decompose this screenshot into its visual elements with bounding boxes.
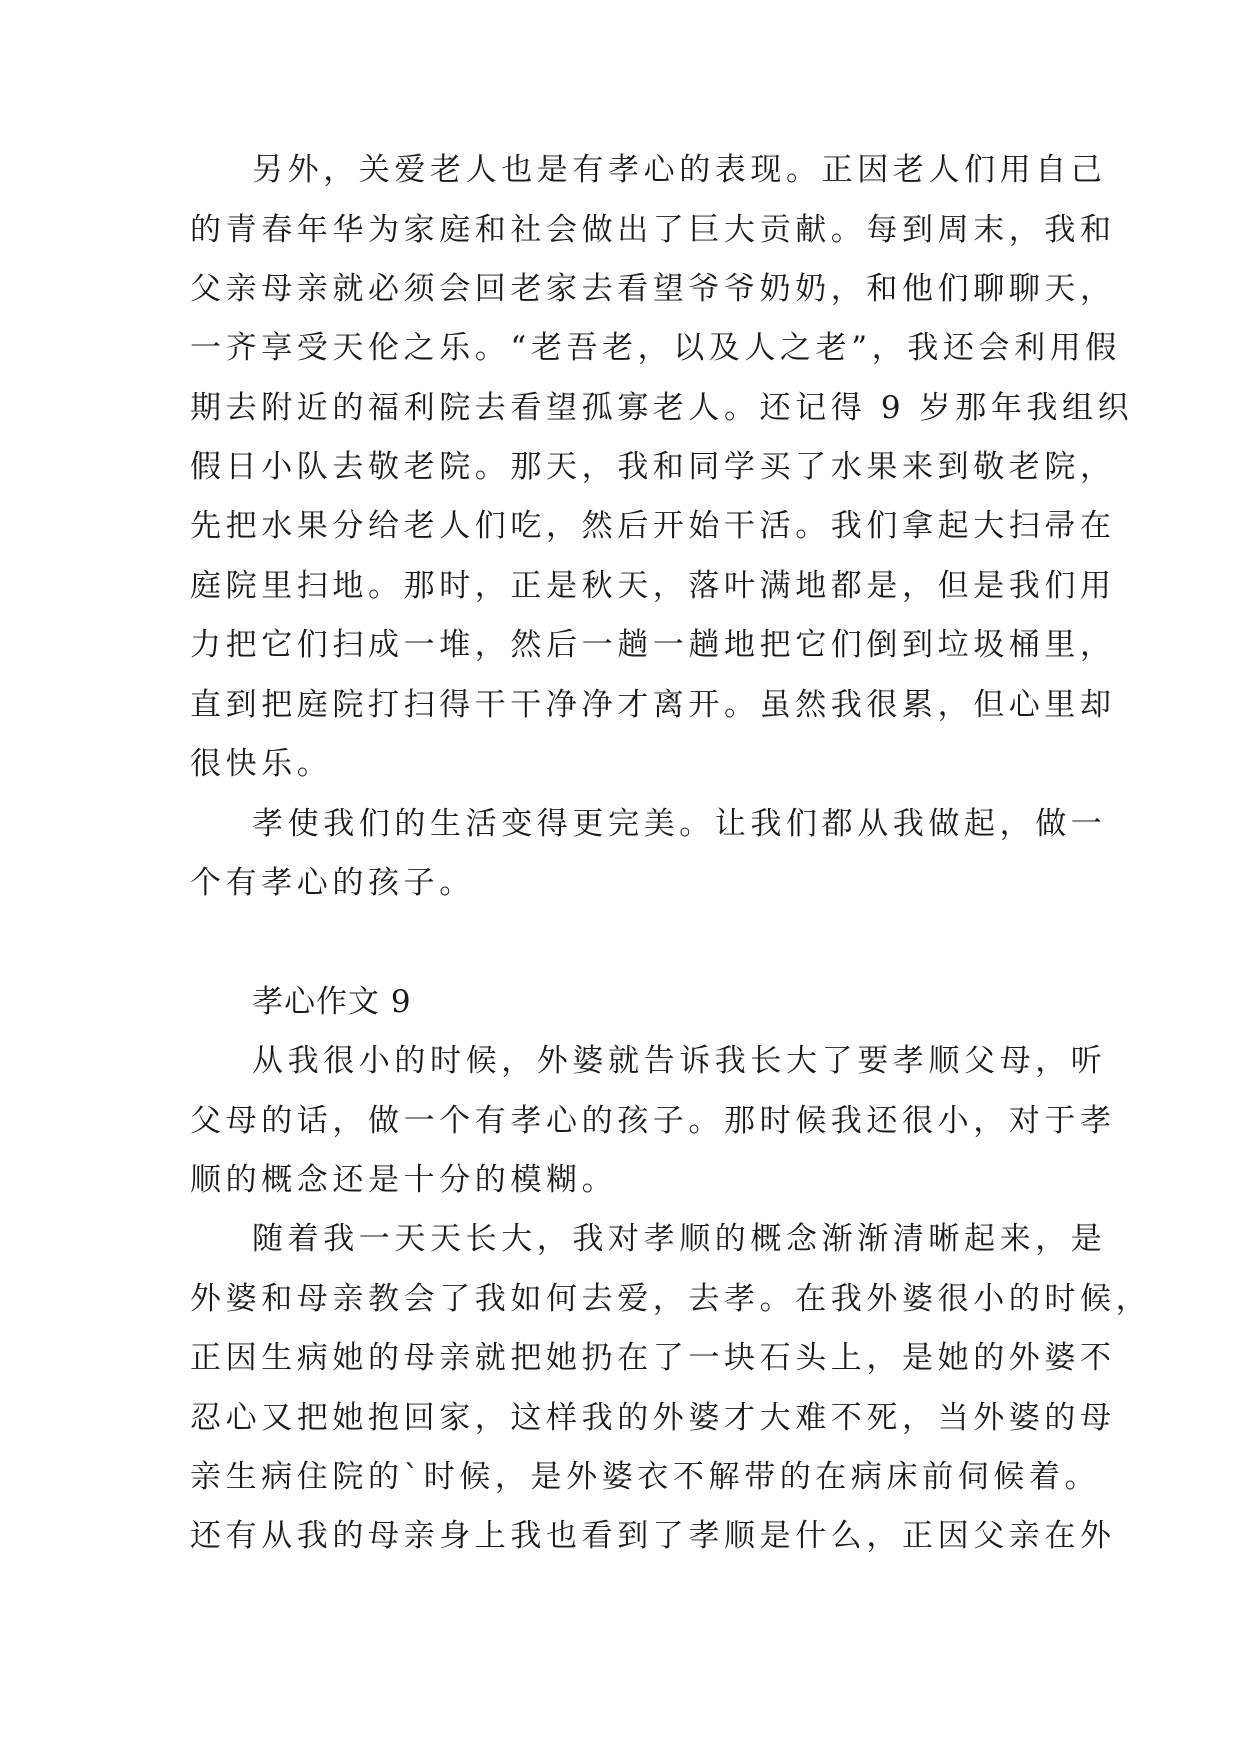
text-line: 直到把庭院打扫得干干净净才离开。虽然我很累，但心里却 — [190, 687, 1116, 723]
text-line: 孝使我们的生活变得更完美。让我们都从我做起，做一 — [252, 806, 1107, 842]
text-line: 父亲母亲就必须会回老家去看望爷爷奶奶，和他们聊聊天， — [190, 271, 1116, 307]
text-line: 假日小队去敬老院。那天，我和同学买了水果来到敬老院， — [190, 449, 1116, 485]
text-line: 亲生病住院的`时候，是外婆衣不解带的在病床前伺候着。 — [190, 1459, 1101, 1495]
text-line: 随着我一天天长大，我对孝顺的概念渐渐清晰起来，是 — [252, 1221, 1107, 1257]
text-line: 的青春年华为家庭和社会做出了巨大贡献。每到周末，我和 — [190, 212, 1116, 248]
text-line: 正因生病她的母亲就把她扔在了一块石头上，是她的外婆不 — [190, 1340, 1116, 1376]
text-line: 另外，关爱老人也是有孝心的表现。正因老人们用自己 — [252, 152, 1107, 188]
section-title: 孝心作文 9 — [252, 984, 412, 1020]
text-line: 外婆和母亲教会了我如何去爱，去孝。在我外婆很小的时候， — [190, 1281, 1152, 1317]
text-line: 一齐享受天伦之乐。“老吾老，以及人之老”，我还会利用假 — [190, 330, 1121, 366]
text-line: 庭院里扫地。那时，正是秋天，落叶满地都是，但是我们用 — [190, 568, 1116, 604]
text-line: 个有孝心的孩子。 — [190, 865, 475, 901]
text-line: 还有从我的母亲身上我也看到了孝顺是什么，正因父亲在外 — [190, 1518, 1116, 1554]
text-line: 很快乐。 — [190, 746, 333, 782]
text-line: 期去附近的福利院去看望孤寡老人。还记得 9 岁那年我组织 — [190, 390, 1134, 426]
text-line: 先把水果分给老人们吃，然后开始干活。我们拿起大扫帚在 — [190, 508, 1116, 544]
text-line: 忍心又把她抱回家，这样我的外婆才大难不死，当外婆的母 — [190, 1400, 1116, 1436]
text-line: 力把它们扫成一堆，然后一趟一趟地把它们倒到垃圾桶里， — [190, 627, 1116, 663]
text-line: 父母的话，做一个有孝心的孩子。那时候我还很小，对于孝 — [190, 1103, 1116, 1139]
text-line: 从我很小的时候，外婆就告诉我长大了要孝顺父母，听 — [252, 1043, 1107, 1079]
text-line: 顺的概念还是十分的模糊。 — [190, 1162, 618, 1198]
